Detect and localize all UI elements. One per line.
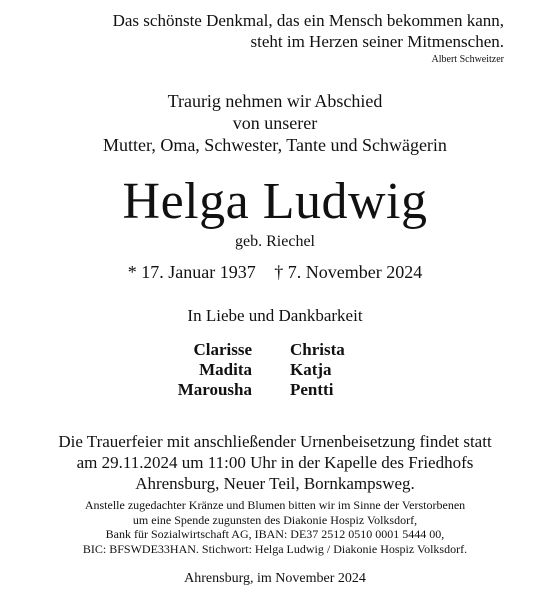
donation-line: Bank für Sozialwirtschaft AG, IBAN: DE37 2512 0510 0001 5444 00, <box>105 527 445 541</box>
donation-line: Anstelle zugedachter Kränze und Blumen bitten wir im Sinne der Verstorbenen <box>84 498 466 512</box>
family-member: Katja <box>290 360 332 379</box>
intro-line: Traurig nehmen wir Abschied <box>167 91 383 111</box>
intro-text <box>0 90 550 156</box>
family-member: Marousha <box>177 380 252 399</box>
family-column-left <box>178 340 252 400</box>
death-date: † 7. November 2024 <box>274 262 423 282</box>
family-column-right <box>290 340 345 400</box>
ceremony-details <box>0 431 550 494</box>
donation-line: um eine Spende zugunsten des Diakonie Hospiz Volksdorf, <box>132 512 418 527</box>
ceremony-line: Ahrensburg, Neuer Teil, Bornkampsweg. <box>135 474 415 493</box>
ceremony-line: Die Trauerfeier mit anschließender Urnenbeisetzung findet statt <box>58 432 492 451</box>
place-and-date: Ahrensburg, im November 2024 <box>184 571 366 586</box>
birth-date: * 17. Januar 1937 <box>127 262 256 282</box>
dedication-line: In Liebe und Dankbarkeit <box>187 306 363 325</box>
family-member: Christa <box>290 340 345 359</box>
deceased-name: Helga Ludwig <box>122 173 428 230</box>
intro-line: von unserer <box>232 113 318 133</box>
quote-line: Das schönste Denkmal, das ein Mensch bekommen kann, <box>112 11 504 30</box>
family-member: Madita <box>199 360 252 379</box>
quote-author: Albert Schweitzer <box>431 54 504 65</box>
quote-line: steht im Herzen seiner Mitmenschen. <box>250 32 504 51</box>
epigraph-quote <box>113 10 504 67</box>
ceremony-line: am 29.11.2024 um 11:00 Uhr in der Kapelle des Friedhofs <box>76 453 474 472</box>
intro-line: Mutter, Oma, Schwester, Tante und Schwägerin <box>103 135 447 155</box>
donation-request <box>0 498 550 556</box>
family-member: Pentti <box>290 380 334 399</box>
life-dates <box>0 261 550 283</box>
maiden-name: geb. Riechel <box>235 233 315 250</box>
donation-line: BIC: BFSWDE33HAN. Stichwort: Helga Ludwig / Diakonie Hospiz Volksdorf. <box>82 541 468 556</box>
family-member: Clarisse <box>193 340 252 359</box>
